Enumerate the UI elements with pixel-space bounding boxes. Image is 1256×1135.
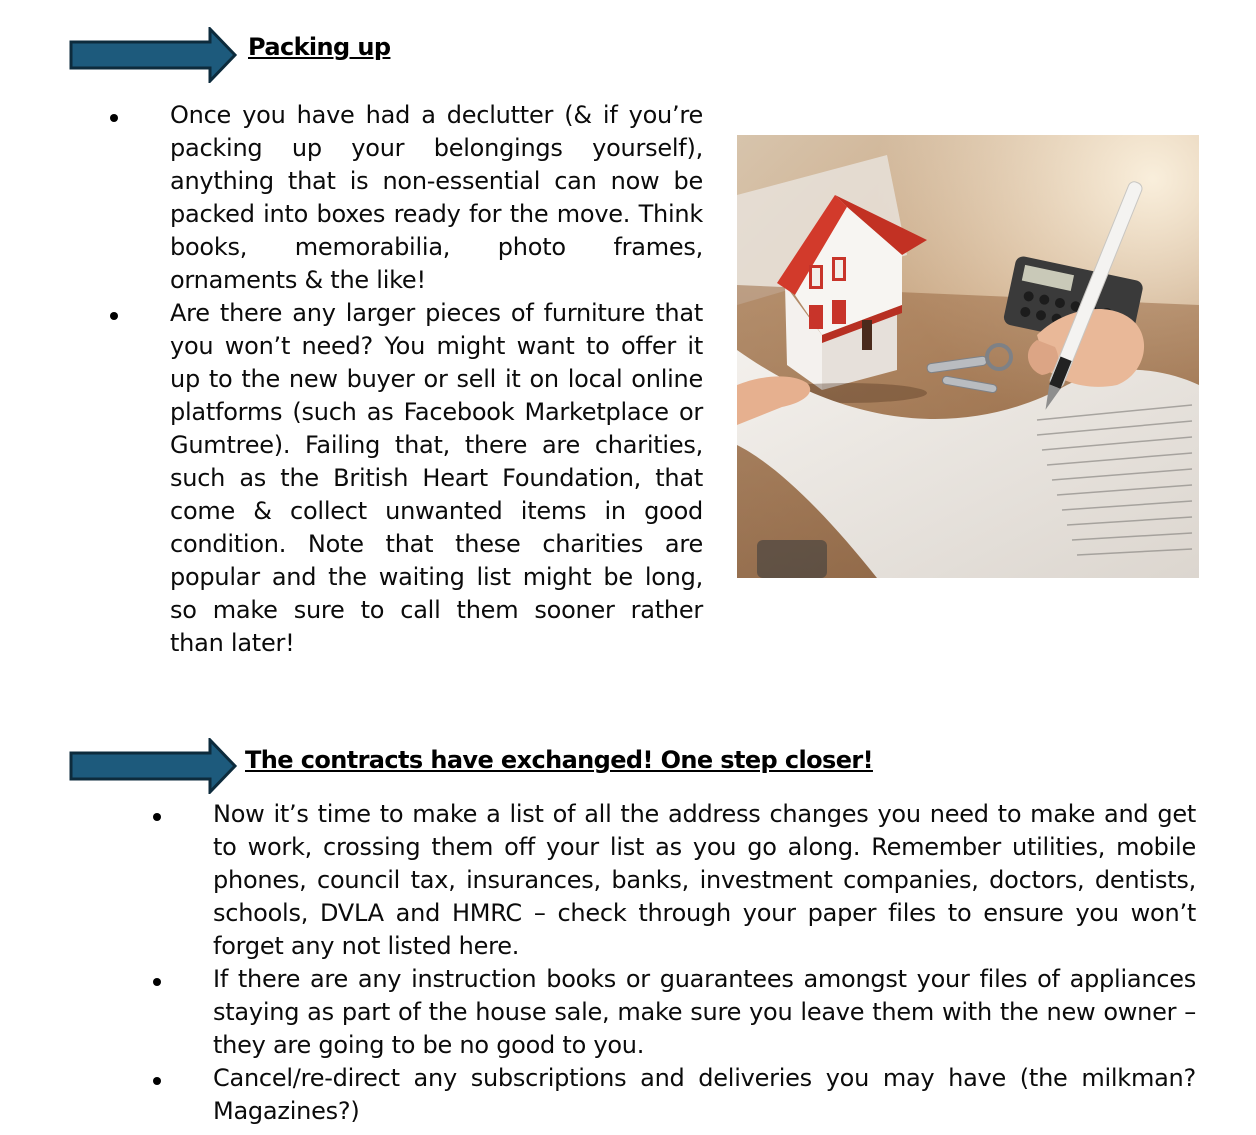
right-arrow-icon xyxy=(69,27,239,83)
list-item xyxy=(170,99,703,297)
section-heading-packing-up: Packing up xyxy=(248,33,391,61)
bullet-dot-icon xyxy=(110,312,118,320)
bullet-dot-icon xyxy=(153,813,161,821)
list-item-text: If there are any instruction books or guarantees amongst your files of appliances staying as part of the house sale, make sure you leave them with the new owner – they are going to be no good to you. xyxy=(213,965,1196,1059)
bullet-dot-icon xyxy=(153,1077,161,1085)
list-item-text: Cancel/re-direct any subscriptions and deliveries you may have (the milkman? Magazines?) xyxy=(213,1064,1196,1125)
list-item-text: Once you have had a declutter (& if you’re packing up your belongings yourself), anything that is non-essential can now be packed into boxes ready for the move. Think books, memorabilia, photo frames, ornaments & the like! xyxy=(170,101,703,294)
bullet-dot-icon xyxy=(153,978,161,986)
contracts-exchanged-list xyxy=(213,798,1196,1128)
section-heading-contracts-exchanged: The contracts have exchanged! One step closer! xyxy=(245,746,873,774)
list-item xyxy=(213,798,1196,963)
list-item-text: Are there any larger pieces of furniture that you won’t need? You might want to offer it up to the new buyer or sell it on local online platforms (such as Facebook Marketplace or Gumtree). Failing that, there are charities, such as the British Heart Foundation, that come & collect unwanted items in good condition. Note that these charities are popular and the waiting list might be long, so make sure to call them sooner rather than later! xyxy=(170,299,703,657)
house-contract-photo xyxy=(737,135,1199,578)
list-item xyxy=(170,297,703,660)
packing-up-list xyxy=(170,99,703,660)
list-item xyxy=(213,963,1196,1062)
bullet-dot-icon xyxy=(110,114,118,122)
list-item-text: Now it’s time to make a list of all the address changes you need to make and get to work, crossing them off your list as you go along. Remember utilities, mobile phones, council tax, insurances, banks, investment companies, doctors, dentists, schools, DVLA and HMRC – check through your paper files to ensure you won’t forget any not listed here. xyxy=(213,800,1196,960)
right-arrow-icon xyxy=(69,738,239,794)
list-item xyxy=(213,1062,1196,1128)
